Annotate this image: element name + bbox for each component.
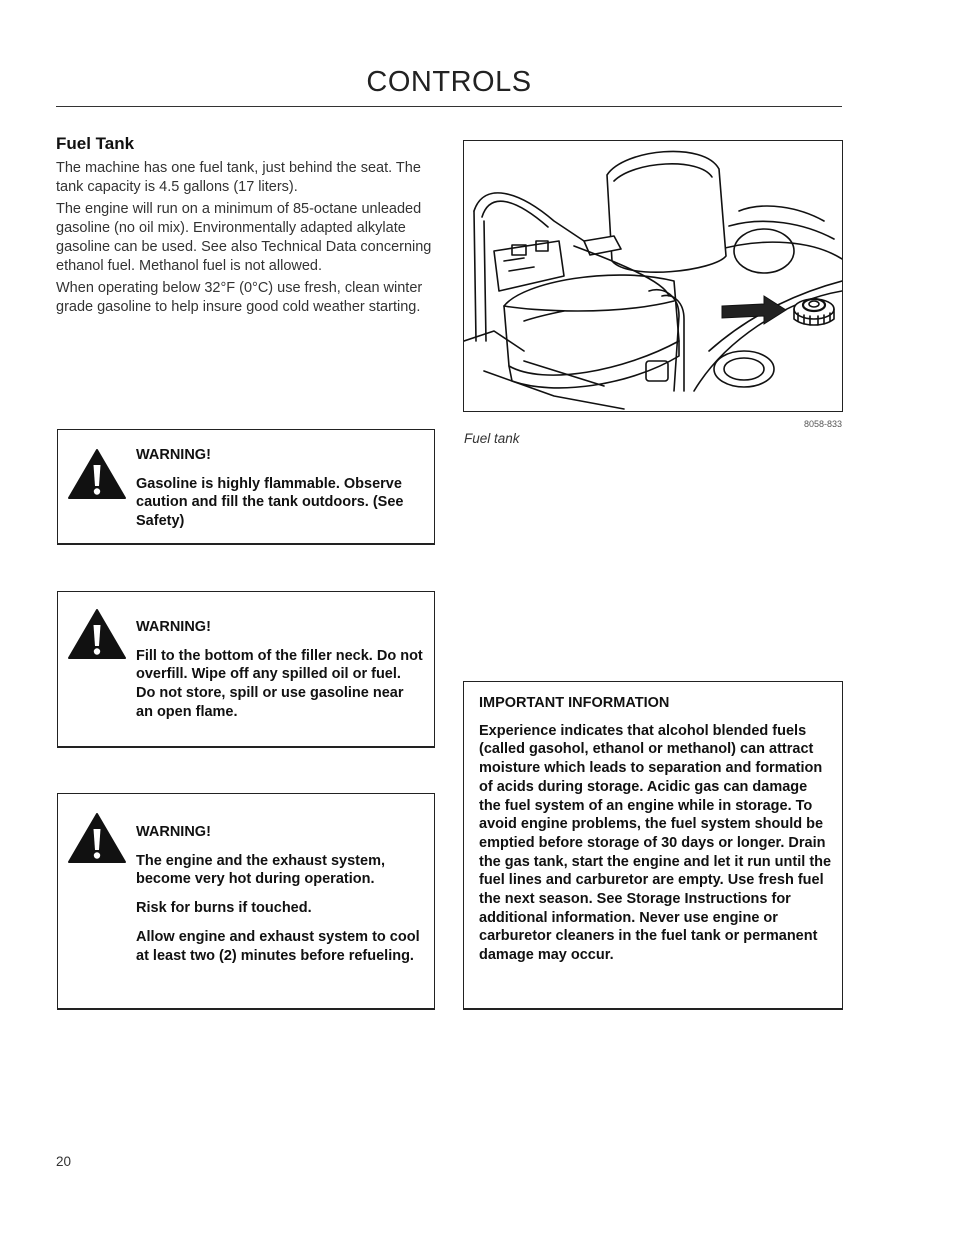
warning-label: WARNING!	[136, 447, 211, 463]
warning-triangle-icon	[67, 448, 127, 500]
warning-box	[57, 793, 435, 1010]
mower-seat-drawing	[464, 141, 842, 411]
important-label: IMPORTANT INFORMATION	[479, 695, 670, 711]
warning-label: WARNING!	[136, 824, 211, 840]
intro-paragraph: The engine will run on a minimum of 85-octane unleaded gasoline (no oil mix). Environmentally adapted alkylate gasoline can be used. See also Technical Data concerning ethanol fuel. Methanol fuel is not allowed.	[56, 201, 432, 274]
warning-text: Allow engine and exhaust system to cool at least two (2) minutes before refueling.	[136, 928, 420, 964]
intro-paragraph: The machine has one fuel tank, just behind the seat. The tank capacity is 4.5 gallons (17 liters).	[56, 160, 421, 195]
warning-text: The engine and the exhaust system, become very hot during operation.	[136, 852, 385, 888]
warning-label: WARNING!	[136, 619, 211, 635]
fuel-tank-illustration	[463, 140, 843, 412]
warning-box	[57, 429, 435, 545]
warning-box	[57, 591, 435, 748]
intro-text	[56, 159, 441, 321]
warning-triangle-icon	[67, 812, 127, 864]
warning-text: Gasoline is highly flammable. Observe caution and fill the tank outdoors. (See Safety)	[136, 475, 404, 530]
warning-text: Risk for burns if touched.	[136, 900, 312, 917]
intro-paragraph: When operating below 32°F (0°C) use fresh, clean winter grade gasoline to help insure good cold weather starting.	[56, 280, 423, 315]
page-title: CONTROLS	[366, 66, 532, 98]
warning-text: Fill to the bottom of the filler neck. Do not overfill. Wipe off any spilled oil or fuel. Do not store, spill or use gasoline near an open flame.	[136, 647, 423, 720]
important-text: Experience indicates that alcohol blended fuels (called gasohol, ethanol or methanol) can attract moisture which leads to separation and formation of acids during storage. Acidic gas can damage the fuel system of an engine while in storage. To avoid engine problems, the fuel system should be emptied before storage of 30 days or longer. Drain the gas tank, start the engine and let it run until the fuel lines and carburetor are empty. Use fresh fuel the next season. See Storage Instructions for additional information. Never use engine or carburetor cleaners in the fuel tank or permanent damage may occur.	[479, 722, 832, 964]
title-divider	[56, 106, 842, 107]
important-info-box	[463, 681, 843, 1010]
figure-caption: Fuel tank	[464, 431, 520, 446]
warning-triangle-icon	[67, 608, 127, 660]
section-heading: Fuel Tank	[56, 134, 135, 153]
figure-code: 8058-833	[803, 419, 842, 429]
page-number: 20	[56, 1154, 72, 1169]
